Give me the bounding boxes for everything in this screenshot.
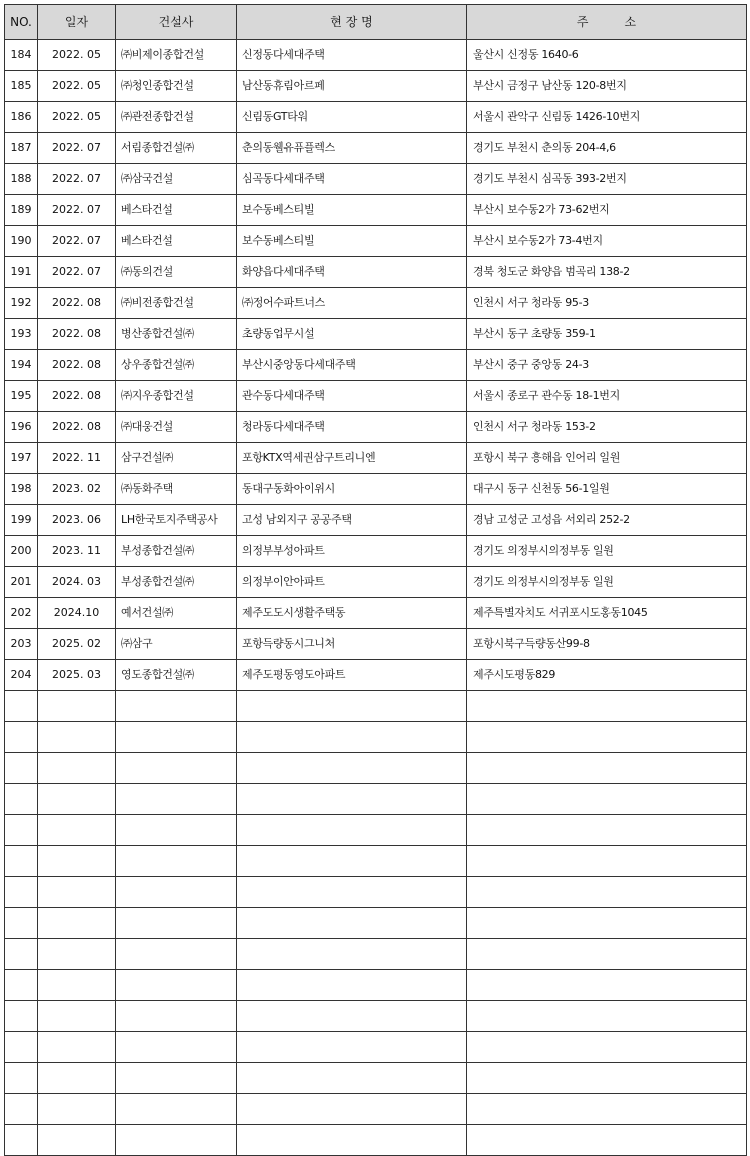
table-row xyxy=(5,536,747,567)
header-no: NO. xyxy=(5,5,38,40)
empty-cell xyxy=(116,784,237,815)
cell-site: 화양읍다세대주택 xyxy=(237,257,467,288)
cell-date: 2025. 02 xyxy=(38,629,116,660)
empty-cell xyxy=(116,753,237,784)
cell-address: 인천시 서구 청라동 153-2 xyxy=(467,412,747,443)
empty-cell xyxy=(467,722,747,753)
header-date: 일자 xyxy=(38,5,116,40)
cell-site: 포항득량동시그니처 xyxy=(237,629,467,660)
cell-site: 의정부이안아파트 xyxy=(237,567,467,598)
empty-cell xyxy=(116,877,237,908)
empty-cell xyxy=(5,1063,38,1094)
table-row xyxy=(5,133,747,164)
empty-table-row xyxy=(5,1063,747,1094)
header-row xyxy=(5,5,747,40)
empty-cell xyxy=(38,722,116,753)
empty-cell xyxy=(5,691,38,722)
empty-cell xyxy=(38,877,116,908)
table-row xyxy=(5,288,747,319)
cell-address: 경기도 의정부시의정부동 일원 xyxy=(467,536,747,567)
cell-date: 2022. 05 xyxy=(38,40,116,71)
empty-cell xyxy=(467,939,747,970)
cell-site: 동대구동화아이위시 xyxy=(237,474,467,505)
empty-cell xyxy=(116,1125,237,1156)
cell-company: ㈜대웅건설 xyxy=(116,412,237,443)
empty-cell xyxy=(467,908,747,939)
cell-company: 예서건설㈜ xyxy=(116,598,237,629)
cell-no: 203 xyxy=(5,629,38,660)
empty-cell xyxy=(38,753,116,784)
empty-cell xyxy=(38,908,116,939)
empty-cell xyxy=(237,1125,467,1156)
empty-cell xyxy=(116,1032,237,1063)
cell-date: 2023. 02 xyxy=(38,474,116,505)
cell-address: 경남 고성군 고성읍 서외리 252-2 xyxy=(467,505,747,536)
cell-no: 202 xyxy=(5,598,38,629)
empty-cell xyxy=(5,1125,38,1156)
empty-cell xyxy=(38,784,116,815)
cell-company: ㈜청인종합건설 xyxy=(116,71,237,102)
cell-address: 경기도 의정부시의정부동 일원 xyxy=(467,567,747,598)
cell-address: 경기도 부천시 심곡동 393-2번지 xyxy=(467,164,747,195)
cell-site: 남산동휴림아르페 xyxy=(237,71,467,102)
cell-company: 베스타건설 xyxy=(116,226,237,257)
cell-no: 204 xyxy=(5,660,38,691)
cell-site: 고성 남외지구 공공주택 xyxy=(237,505,467,536)
empty-cell xyxy=(5,939,38,970)
cell-date: 2022. 05 xyxy=(38,102,116,133)
construction-record-sheet xyxy=(4,4,746,1140)
cell-no: 200 xyxy=(5,536,38,567)
empty-cell xyxy=(237,784,467,815)
empty-cell xyxy=(38,1032,116,1063)
empty-cell xyxy=(237,1094,467,1125)
table-body xyxy=(5,40,747,1156)
empty-cell xyxy=(467,753,747,784)
cell-address: 서울시 관악구 신림동 1426-10번지 xyxy=(467,102,747,133)
cell-date: 2024.10 xyxy=(38,598,116,629)
table-row xyxy=(5,71,747,102)
cell-date: 2022. 11 xyxy=(38,443,116,474)
cell-company: 부성종합건설㈜ xyxy=(116,536,237,567)
cell-no: 201 xyxy=(5,567,38,598)
empty-cell xyxy=(237,846,467,877)
cell-site: 심곡동다세대주택 xyxy=(237,164,467,195)
empty-cell xyxy=(116,1001,237,1032)
empty-cell xyxy=(38,939,116,970)
cell-address: 부산시 중구 중앙동 24-3 xyxy=(467,350,747,381)
empty-cell xyxy=(5,722,38,753)
table-row xyxy=(5,443,747,474)
empty-cell xyxy=(5,908,38,939)
cell-no: 198 xyxy=(5,474,38,505)
cell-company: ㈜동의건설 xyxy=(116,257,237,288)
cell-no: 188 xyxy=(5,164,38,195)
project-table xyxy=(4,4,747,1156)
empty-cell xyxy=(116,1063,237,1094)
empty-cell xyxy=(116,815,237,846)
cell-company: 부성종합건설㈜ xyxy=(116,567,237,598)
table-row xyxy=(5,319,747,350)
cell-no: 189 xyxy=(5,195,38,226)
cell-no: 195 xyxy=(5,381,38,412)
empty-cell xyxy=(38,691,116,722)
cell-address: 경북 청도군 화양읍 범곡리 138-2 xyxy=(467,257,747,288)
empty-cell xyxy=(38,1125,116,1156)
cell-site: 제주도평동영도아파트 xyxy=(237,660,467,691)
empty-cell xyxy=(237,1001,467,1032)
cell-site: 신림동GT타워 xyxy=(237,102,467,133)
cell-site: 제주도도시생활주택동 xyxy=(237,598,467,629)
cell-company: ㈜관전종합건설 xyxy=(116,102,237,133)
empty-cell xyxy=(467,815,747,846)
cell-date: 2022. 07 xyxy=(38,257,116,288)
empty-table-row xyxy=(5,970,747,1001)
cell-site: ㈜정어수파트너스 xyxy=(237,288,467,319)
table-row xyxy=(5,629,747,660)
cell-address: 제주시도평동829 xyxy=(467,660,747,691)
cell-date: 2022. 08 xyxy=(38,288,116,319)
empty-cell xyxy=(237,1063,467,1094)
cell-company: 서림종합건설㈜ xyxy=(116,133,237,164)
table-row xyxy=(5,598,747,629)
cell-date: 2023. 11 xyxy=(38,536,116,567)
cell-company: LH한국토지주택공사 xyxy=(116,505,237,536)
header-site: 현 장 명 xyxy=(237,5,467,40)
cell-date: 2022. 08 xyxy=(38,350,116,381)
table-row xyxy=(5,412,747,443)
empty-table-row xyxy=(5,753,747,784)
empty-cell xyxy=(467,691,747,722)
cell-no: 187 xyxy=(5,133,38,164)
empty-cell xyxy=(237,877,467,908)
empty-table-row xyxy=(5,1125,747,1156)
cell-address: 부산시 동구 초량동 359-1 xyxy=(467,319,747,350)
cell-company: 병산종합건설㈜ xyxy=(116,319,237,350)
table-row xyxy=(5,226,747,257)
cell-date: 2022. 07 xyxy=(38,195,116,226)
cell-company: ㈜동화주택 xyxy=(116,474,237,505)
cell-address: 포항시 북구 흥해읍 인어리 일원 xyxy=(467,443,747,474)
empty-cell xyxy=(5,1001,38,1032)
empty-cell xyxy=(237,1032,467,1063)
cell-address: 부산시 금정구 남산동 120-8번지 xyxy=(467,71,747,102)
cell-date: 2022. 07 xyxy=(38,133,116,164)
empty-cell xyxy=(467,1125,747,1156)
empty-cell xyxy=(5,846,38,877)
empty-cell xyxy=(5,1032,38,1063)
empty-cell xyxy=(116,970,237,1001)
empty-cell xyxy=(116,691,237,722)
empty-table-row xyxy=(5,939,747,970)
empty-cell xyxy=(38,1094,116,1125)
table-row xyxy=(5,40,747,71)
cell-company: ㈜삼국건설 xyxy=(116,164,237,195)
empty-cell xyxy=(237,753,467,784)
table-row xyxy=(5,474,747,505)
cell-address: 제주특별자치도 서귀포시도홍동1045 xyxy=(467,598,747,629)
cell-address: 포항시북구득량동산99-8 xyxy=(467,629,747,660)
cell-no: 190 xyxy=(5,226,38,257)
empty-cell xyxy=(237,815,467,846)
cell-date: 2024. 03 xyxy=(38,567,116,598)
empty-table-row xyxy=(5,846,747,877)
empty-cell xyxy=(116,846,237,877)
table-row xyxy=(5,505,747,536)
empty-cell xyxy=(116,1094,237,1125)
table-row xyxy=(5,381,747,412)
empty-cell xyxy=(5,877,38,908)
empty-cell xyxy=(38,1001,116,1032)
cell-date: 2022. 08 xyxy=(38,319,116,350)
cell-company: 베스타건설 xyxy=(116,195,237,226)
table-row xyxy=(5,164,747,195)
empty-cell xyxy=(5,970,38,1001)
cell-company: 영도종합건설㈜ xyxy=(116,660,237,691)
empty-cell xyxy=(467,1063,747,1094)
cell-no: 184 xyxy=(5,40,38,71)
cell-company: ㈜비전종합건설 xyxy=(116,288,237,319)
empty-cell xyxy=(467,970,747,1001)
empty-table-row xyxy=(5,1001,747,1032)
empty-cell xyxy=(467,846,747,877)
cell-address: 인천시 서구 청라동 95-3 xyxy=(467,288,747,319)
empty-cell xyxy=(38,846,116,877)
table-row xyxy=(5,102,747,133)
empty-table-row xyxy=(5,691,747,722)
empty-cell xyxy=(38,970,116,1001)
table-row xyxy=(5,257,747,288)
empty-cell xyxy=(116,908,237,939)
header-company: 건설사 xyxy=(116,5,237,40)
cell-site: 보수동베스티빌 xyxy=(237,195,467,226)
empty-cell xyxy=(467,1032,747,1063)
empty-cell xyxy=(467,877,747,908)
cell-date: 2023. 06 xyxy=(38,505,116,536)
empty-cell xyxy=(5,1094,38,1125)
table-row xyxy=(5,195,747,226)
cell-date: 2022. 08 xyxy=(38,412,116,443)
empty-cell xyxy=(116,722,237,753)
cell-address: 울산시 신정동 1640-6 xyxy=(467,40,747,71)
table-row xyxy=(5,567,747,598)
cell-site: 포항KTX역세권삼구트리니엔 xyxy=(237,443,467,474)
empty-cell xyxy=(467,1094,747,1125)
empty-table-row xyxy=(5,815,747,846)
cell-no: 192 xyxy=(5,288,38,319)
cell-company: ㈜삼구 xyxy=(116,629,237,660)
header-address: 주 소 xyxy=(467,5,747,40)
empty-cell xyxy=(237,908,467,939)
cell-no: 185 xyxy=(5,71,38,102)
cell-no: 199 xyxy=(5,505,38,536)
cell-date: 2025. 03 xyxy=(38,660,116,691)
cell-address: 대구시 동구 신천동 56-1일원 xyxy=(467,474,747,505)
cell-no: 196 xyxy=(5,412,38,443)
cell-no: 191 xyxy=(5,257,38,288)
empty-table-row xyxy=(5,877,747,908)
cell-date: 2022. 07 xyxy=(38,226,116,257)
cell-address: 부산시 보수동2가 73-62번지 xyxy=(467,195,747,226)
cell-company: ㈜비제이종합건설 xyxy=(116,40,237,71)
empty-cell xyxy=(467,1001,747,1032)
cell-address: 부산시 보수동2가 73-4번지 xyxy=(467,226,747,257)
cell-no: 194 xyxy=(5,350,38,381)
cell-date: 2022. 05 xyxy=(38,71,116,102)
empty-cell xyxy=(467,784,747,815)
cell-site: 부산시중앙동다세대주택 xyxy=(237,350,467,381)
cell-company: 삼구건설㈜ xyxy=(116,443,237,474)
cell-site: 신정동다세대주택 xyxy=(237,40,467,71)
cell-site: 청라동다세대주택 xyxy=(237,412,467,443)
empty-table-row xyxy=(5,1094,747,1125)
cell-site: 초량동업무시설 xyxy=(237,319,467,350)
empty-table-row xyxy=(5,908,747,939)
empty-cell xyxy=(38,815,116,846)
empty-cell xyxy=(38,1063,116,1094)
empty-table-row xyxy=(5,722,747,753)
cell-no: 186 xyxy=(5,102,38,133)
cell-site: 의정부부성아파트 xyxy=(237,536,467,567)
cell-address: 경기도 부천시 춘의동 204-4,6 xyxy=(467,133,747,164)
cell-company: 상우종합건설㈜ xyxy=(116,350,237,381)
cell-date: 2022. 08 xyxy=(38,381,116,412)
empty-cell xyxy=(237,970,467,1001)
table-row xyxy=(5,660,747,691)
cell-site: 춘의동웰유퓨플렉스 xyxy=(237,133,467,164)
empty-cell xyxy=(237,722,467,753)
cell-address: 서울시 종로구 관수동 18-1번지 xyxy=(467,381,747,412)
empty-cell xyxy=(237,939,467,970)
cell-site: 보수동베스티빌 xyxy=(237,226,467,257)
empty-cell xyxy=(237,691,467,722)
table-row xyxy=(5,350,747,381)
empty-cell xyxy=(116,939,237,970)
empty-cell xyxy=(5,815,38,846)
cell-no: 193 xyxy=(5,319,38,350)
cell-company: ㈜지우종합건설 xyxy=(116,381,237,412)
empty-cell xyxy=(5,753,38,784)
empty-table-row xyxy=(5,1032,747,1063)
cell-no: 197 xyxy=(5,443,38,474)
cell-date: 2022. 07 xyxy=(38,164,116,195)
empty-table-row xyxy=(5,784,747,815)
empty-cell xyxy=(5,784,38,815)
cell-site: 관수동다세대주택 xyxy=(237,381,467,412)
